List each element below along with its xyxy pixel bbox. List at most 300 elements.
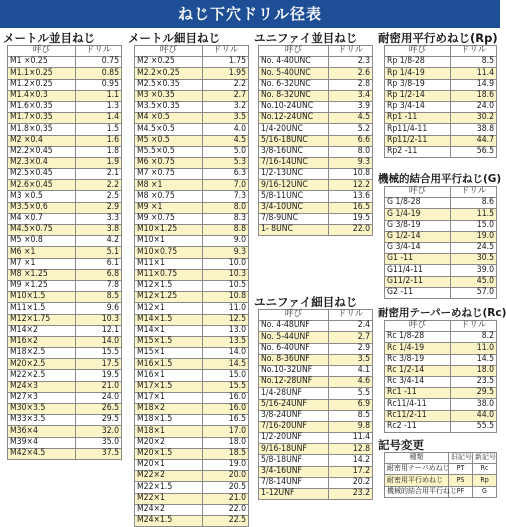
thread-designation: M14×1 bbox=[135, 325, 203, 336]
drill-size: 9.0 bbox=[203, 236, 249, 247]
drill-size: 29.5 bbox=[451, 388, 497, 399]
table-row bbox=[8, 146, 122, 157]
thread-designation: 3/4-10UNC bbox=[259, 202, 329, 213]
drill-size: 20.0 bbox=[203, 471, 249, 482]
drill-size: 8.6 bbox=[451, 198, 497, 209]
thread-designation: M22×1 bbox=[135, 493, 203, 504]
thread-designation: M20×1.5 bbox=[135, 448, 203, 459]
drill-size: 30.5 bbox=[451, 254, 497, 265]
thread-designation: 7/8-9UNC bbox=[259, 213, 329, 224]
table-row bbox=[8, 124, 122, 135]
drill-size: 3.8 bbox=[76, 225, 122, 236]
drill-size: 11.0 bbox=[203, 303, 249, 314]
table-row bbox=[135, 101, 249, 112]
drill-size: 14.5 bbox=[451, 354, 497, 365]
drill-size: 2.2 bbox=[203, 79, 249, 90]
thread-designation: M17×1.5 bbox=[135, 381, 203, 392]
thread-designation: No. 6-40UNF bbox=[259, 343, 329, 354]
thread-designation: M15×1 bbox=[135, 348, 203, 359]
drill-size: 2.2 bbox=[76, 180, 122, 191]
table-row bbox=[259, 79, 373, 90]
table-row bbox=[135, 157, 249, 168]
metric-coarse-section bbox=[3, 31, 121, 460]
thread-designation: M1.4×0.3 bbox=[8, 90, 76, 101]
table-row bbox=[385, 265, 497, 276]
thread-designation: No. 4-48UNF bbox=[259, 321, 329, 332]
table-row bbox=[135, 90, 249, 101]
table-row bbox=[259, 225, 373, 236]
table-row bbox=[385, 486, 497, 497]
drill-size: 19.0 bbox=[451, 231, 497, 242]
table-row bbox=[385, 475, 497, 486]
drill-size: 2.8 bbox=[329, 79, 373, 90]
thread-designation: M7 ×0.75 bbox=[135, 169, 203, 180]
table-row bbox=[259, 169, 373, 180]
thread-designation: M3.5×0.35 bbox=[135, 101, 203, 112]
table-row bbox=[135, 482, 249, 493]
drill-size: 16.0 bbox=[203, 392, 249, 403]
drill-size: 32.0 bbox=[76, 426, 122, 437]
drill-size: 10.8 bbox=[329, 169, 373, 180]
drill-size: 2.1 bbox=[76, 169, 122, 180]
table-row bbox=[135, 57, 249, 68]
drill-size: 12.2 bbox=[329, 180, 373, 191]
drill-size: 1.3 bbox=[76, 101, 122, 112]
thread-designation: M6 ×0.75 bbox=[135, 157, 203, 168]
table-row bbox=[385, 220, 497, 231]
drill-size: 2.9 bbox=[76, 202, 122, 213]
thread-designation: M39×4 bbox=[8, 437, 76, 448]
drill-size: 12.5 bbox=[203, 314, 249, 325]
drill-size: 3.4 bbox=[329, 90, 373, 101]
table-row bbox=[385, 79, 497, 90]
col-yobi: 呼び bbox=[259, 310, 329, 321]
drill-size: 55.5 bbox=[451, 421, 497, 432]
table-row bbox=[135, 459, 249, 470]
thread-designation: M2.2×0.45 bbox=[8, 146, 76, 157]
table-row bbox=[8, 213, 122, 224]
thread-designation: M10×1.5 bbox=[8, 292, 76, 303]
table-row bbox=[385, 146, 497, 157]
table-row bbox=[385, 124, 497, 135]
table-row bbox=[385, 421, 497, 432]
drill-size: 10.3 bbox=[203, 269, 249, 280]
drill-size: 1.5 bbox=[76, 124, 122, 135]
col-old: 旧記号 bbox=[449, 453, 473, 464]
thread-designation: M9 ×0.75 bbox=[135, 213, 203, 224]
table-row bbox=[8, 359, 122, 370]
drill-size: 6.3 bbox=[203, 169, 249, 180]
table-row bbox=[135, 124, 249, 135]
drill-size: 8.3 bbox=[203, 213, 249, 224]
thread-designation: Rp 3/4-14 bbox=[385, 101, 451, 112]
symbol-cell: PS bbox=[449, 475, 473, 486]
thread-designation: M20×2.5 bbox=[8, 359, 76, 370]
thread-designation: M4 ×0.5 bbox=[135, 113, 203, 124]
metric-fine-table bbox=[134, 45, 249, 527]
drill-size: 15.0 bbox=[203, 370, 249, 381]
rc-section bbox=[378, 306, 506, 433]
drill-size: 16.5 bbox=[329, 202, 373, 213]
drill-size: 6.1 bbox=[76, 258, 122, 269]
thread-designation: Rc1 -11 bbox=[385, 388, 451, 399]
thread-designation: 5/16-18UNC bbox=[259, 135, 329, 146]
drill-size: 2.4 bbox=[329, 321, 373, 332]
table-row bbox=[259, 444, 373, 455]
table-row bbox=[259, 202, 373, 213]
drill-size: 11.0 bbox=[451, 343, 497, 354]
table-row bbox=[8, 381, 122, 392]
g-table bbox=[384, 186, 497, 299]
drill-size: 26.5 bbox=[76, 404, 122, 415]
table-row bbox=[385, 399, 497, 410]
col-yobi: 呼び bbox=[385, 187, 451, 198]
unified-fine-table bbox=[258, 309, 373, 500]
table-row bbox=[135, 68, 249, 79]
rp-title: 耐密用平行めねじ(Rp) bbox=[378, 31, 498, 45]
thread-designation: M18×2.5 bbox=[8, 348, 76, 359]
table-row bbox=[135, 426, 249, 437]
symbol-cell: PF bbox=[449, 486, 473, 497]
drill-size: 12.8 bbox=[329, 444, 373, 455]
table-row bbox=[8, 191, 122, 202]
thread-designation: 3/8-24UNF bbox=[259, 410, 329, 421]
col-drill: ドリル bbox=[329, 310, 373, 321]
drill-size: 57.0 bbox=[451, 287, 497, 298]
thread-designation: No.10-32UNF bbox=[259, 365, 329, 376]
drill-size: 12.1 bbox=[76, 325, 122, 336]
thread-designation: No. 8-32UNC bbox=[259, 90, 329, 101]
thread-designation: M2.6×0.45 bbox=[8, 180, 76, 191]
table-row bbox=[259, 332, 373, 343]
drill-size: 8.5 bbox=[451, 57, 497, 68]
drill-size: 18.5 bbox=[203, 448, 249, 459]
col-kind: 種類 bbox=[385, 453, 449, 464]
thread-designation: 7/16-14UNC bbox=[259, 157, 329, 168]
drill-size: 30.2 bbox=[451, 113, 497, 124]
drill-size: 1.1 bbox=[76, 90, 122, 101]
drill-size: 24.0 bbox=[76, 392, 122, 403]
drill-size: 1.75 bbox=[203, 57, 249, 68]
table-row bbox=[135, 448, 249, 459]
table-row bbox=[135, 135, 249, 146]
drill-size: 2.7 bbox=[329, 332, 373, 343]
thread-designation: M5.5×0.5 bbox=[135, 146, 203, 157]
thread-designation: G2 -11 bbox=[385, 287, 451, 298]
table-row bbox=[135, 471, 249, 482]
symbol-change-title: 記号変更 bbox=[378, 438, 424, 452]
table-row bbox=[135, 370, 249, 381]
col-drill: ドリル bbox=[329, 46, 373, 57]
table-row bbox=[8, 90, 122, 101]
thread-designation: 耐密用テーパめねじ bbox=[385, 464, 449, 475]
table-row bbox=[135, 504, 249, 515]
drill-size: 8.2 bbox=[451, 332, 497, 343]
thread-designation: M1.7×0.35 bbox=[8, 113, 76, 124]
drill-size: 4.6 bbox=[329, 377, 373, 388]
table-row bbox=[385, 57, 497, 68]
drill-size: 38.8 bbox=[451, 124, 497, 135]
drill-size: 35.0 bbox=[76, 437, 122, 448]
table-row bbox=[259, 489, 373, 500]
thread-designation: M36×4 bbox=[8, 426, 76, 437]
thread-designation: Rp 1/4-19 bbox=[385, 68, 451, 79]
thread-designation: 9/16-18UNF bbox=[259, 444, 329, 455]
thread-designation: Rc 1/4-19 bbox=[385, 343, 451, 354]
thread-designation: G 1/4-19 bbox=[385, 209, 451, 220]
table-row bbox=[259, 191, 373, 202]
drill-size: 0.85 bbox=[76, 68, 122, 79]
drill-size: 4.2 bbox=[76, 236, 122, 247]
table-row bbox=[8, 113, 122, 124]
drill-size: 18.0 bbox=[203, 437, 249, 448]
thread-designation: 1-12UNF bbox=[259, 489, 329, 500]
thread-designation: G 1/8-28 bbox=[385, 198, 451, 209]
drill-size: 13.5 bbox=[203, 336, 249, 347]
thread-designation: M11×1.5 bbox=[8, 303, 76, 314]
drill-size: 24.5 bbox=[451, 242, 497, 253]
drill-size: 23.5 bbox=[451, 376, 497, 387]
table-row bbox=[8, 314, 122, 325]
drill-size: 1.95 bbox=[203, 68, 249, 79]
thread-designation: G 1/2-14 bbox=[385, 231, 451, 242]
thread-designation: No. 8-36UNF bbox=[259, 354, 329, 365]
table-row bbox=[135, 146, 249, 157]
table-row bbox=[8, 135, 122, 146]
thread-designation: 1/2-13UNC bbox=[259, 169, 329, 180]
table-row bbox=[259, 421, 373, 432]
table-row bbox=[135, 191, 249, 202]
table-row bbox=[135, 280, 249, 291]
g-section bbox=[378, 172, 500, 299]
table-row bbox=[135, 303, 249, 314]
table-row bbox=[135, 269, 249, 280]
thread-designation: M4 ×0.7 bbox=[8, 213, 76, 224]
thread-designation: M5 ×0.5 bbox=[135, 135, 203, 146]
table-row bbox=[259, 377, 373, 388]
thread-designation: G 3/8-19 bbox=[385, 220, 451, 231]
thread-designation: G11/2-11 bbox=[385, 276, 451, 287]
drill-size: 39.0 bbox=[451, 265, 497, 276]
drill-size: 4.1 bbox=[329, 365, 373, 376]
drill-size: 17.0 bbox=[203, 426, 249, 437]
table-row bbox=[135, 348, 249, 359]
drill-size: 13.6 bbox=[329, 191, 373, 202]
thread-designation: M17×1 bbox=[135, 392, 203, 403]
drill-size: 10.3 bbox=[76, 314, 122, 325]
drill-size: 2.9 bbox=[329, 343, 373, 354]
drill-size: 22.5 bbox=[203, 515, 249, 526]
table-row bbox=[135, 381, 249, 392]
drill-size: 7.8 bbox=[76, 280, 122, 291]
drill-size: 16.0 bbox=[203, 404, 249, 415]
drill-size: 2.6 bbox=[329, 68, 373, 79]
table-row bbox=[259, 113, 373, 124]
thread-designation: M20×1 bbox=[135, 459, 203, 470]
drill-size: 3.5 bbox=[203, 113, 249, 124]
table-row bbox=[8, 448, 122, 459]
drill-size: 15.5 bbox=[203, 381, 249, 392]
col-new: 新記号 bbox=[473, 453, 497, 464]
drill-size: 19.0 bbox=[203, 459, 249, 470]
table-row bbox=[135, 202, 249, 213]
unified-fine-title: ユニファイ細目ねじ bbox=[254, 295, 358, 309]
col-drill: ドリル bbox=[76, 46, 122, 57]
thread-designation: 1/2-20UNF bbox=[259, 433, 329, 444]
drill-size: 8.0 bbox=[329, 146, 373, 157]
drill-size: 14.9 bbox=[451, 79, 497, 90]
table-row bbox=[8, 325, 122, 336]
table-row bbox=[135, 236, 249, 247]
drill-size: 6.9 bbox=[329, 399, 373, 410]
drill-size: 16.5 bbox=[203, 415, 249, 426]
drill-size: 17.5 bbox=[76, 359, 122, 370]
table-row bbox=[259, 455, 373, 466]
drill-size: 1.4 bbox=[76, 113, 122, 124]
thread-designation: G1 -11 bbox=[385, 254, 451, 265]
drill-size: 5.0 bbox=[203, 146, 249, 157]
symbol-change-section bbox=[378, 438, 500, 498]
table-row bbox=[8, 280, 122, 291]
thread-designation: M12×1.5 bbox=[135, 280, 203, 291]
thread-designation: 耐密用平行めねじ bbox=[385, 475, 449, 486]
table-row bbox=[8, 392, 122, 403]
drill-size: 37.5 bbox=[76, 448, 122, 459]
table-row bbox=[135, 314, 249, 325]
thread-designation: 7/8-14UNF bbox=[259, 477, 329, 488]
drill-size: 8.5 bbox=[76, 292, 122, 303]
table-row bbox=[385, 254, 497, 265]
symbol-cell: G bbox=[473, 486, 497, 497]
col-yobi: 呼び bbox=[385, 46, 451, 57]
drill-size: 0.75 bbox=[76, 57, 122, 68]
col-yobi: 呼び bbox=[259, 46, 329, 57]
table-row bbox=[259, 466, 373, 477]
thread-designation: Rc 3/4-14 bbox=[385, 376, 451, 387]
drill-size: 6.6 bbox=[329, 135, 373, 146]
thread-designation: Rc11/4-11 bbox=[385, 399, 451, 410]
thread-designation: No. 5-40UNC bbox=[259, 68, 329, 79]
table-row bbox=[259, 213, 373, 224]
drill-size: 2.5 bbox=[76, 191, 122, 202]
thread-designation: Rp 3/8-19 bbox=[385, 79, 451, 90]
thread-designation: M16×1 bbox=[135, 370, 203, 381]
col-drill: ドリル bbox=[203, 46, 249, 57]
drill-size: 18.6 bbox=[451, 90, 497, 101]
drill-size: 3.5 bbox=[329, 354, 373, 365]
drill-size: 5.1 bbox=[76, 247, 122, 258]
table-row bbox=[385, 365, 497, 376]
table-row bbox=[259, 124, 373, 135]
thread-designation: No. 5-44UNF bbox=[259, 332, 329, 343]
table-row bbox=[385, 231, 497, 242]
thread-designation: M10×1.25 bbox=[135, 225, 203, 236]
thread-designation: M1.2×0.25 bbox=[8, 79, 76, 90]
thread-designation: M8 ×0.75 bbox=[135, 191, 203, 202]
table-row bbox=[385, 209, 497, 220]
thread-designation: Rc2 -11 bbox=[385, 421, 451, 432]
table-row bbox=[385, 68, 497, 79]
table-row bbox=[135, 225, 249, 236]
drill-size: 19.5 bbox=[329, 213, 373, 224]
thread-designation: M18×1 bbox=[135, 426, 203, 437]
table-row bbox=[8, 404, 122, 415]
drill-size: 44.0 bbox=[451, 410, 497, 421]
table-row bbox=[135, 359, 249, 370]
table-row bbox=[8, 258, 122, 269]
thread-designation: M4.5×0.5 bbox=[135, 124, 203, 135]
col-drill: ドリル bbox=[451, 46, 497, 57]
drill-size: 3.2 bbox=[203, 101, 249, 112]
drill-size: 23.2 bbox=[329, 489, 373, 500]
drill-size: 11.5 bbox=[451, 209, 497, 220]
drill-size: 8.8 bbox=[203, 225, 249, 236]
table-row bbox=[259, 57, 373, 68]
metric-coarse-table bbox=[7, 45, 122, 460]
thread-designation: 3/4-16UNF bbox=[259, 466, 329, 477]
drill-size: 56.5 bbox=[451, 146, 497, 157]
table-row bbox=[135, 169, 249, 180]
drill-size: 10.8 bbox=[203, 292, 249, 303]
metric-fine-title: メートル細目ねじ bbox=[128, 31, 220, 45]
thread-designation: M1 ×0.25 bbox=[8, 57, 76, 68]
thread-designation: 5/8-11UNC bbox=[259, 191, 329, 202]
symbol-cell: Rc bbox=[473, 464, 497, 475]
table-row bbox=[135, 247, 249, 258]
table-row bbox=[8, 101, 122, 112]
table-row bbox=[8, 236, 122, 247]
drill-size: 44.7 bbox=[451, 135, 497, 146]
table-row bbox=[8, 437, 122, 448]
drill-size: 13.0 bbox=[203, 325, 249, 336]
symbol-cell: Rp bbox=[473, 475, 497, 486]
table-row bbox=[385, 242, 497, 253]
thread-designation: G11/4-11 bbox=[385, 265, 451, 276]
thread-designation: M22×2 bbox=[135, 471, 203, 482]
thread-designation: No.12-28UNF bbox=[259, 377, 329, 388]
table-row bbox=[8, 57, 122, 68]
rc-title: 耐密用テーパーめねじ(Rc) bbox=[378, 307, 506, 319]
thread-designation: Rp11/4-11 bbox=[385, 124, 451, 135]
drill-size: 1.6 bbox=[76, 135, 122, 146]
table-row bbox=[259, 157, 373, 168]
thread-designation: No. 6-32UNC bbox=[259, 79, 329, 90]
table-row bbox=[8, 225, 122, 236]
thread-designation: Rp 1/8-28 bbox=[385, 57, 451, 68]
drill-size: 17.2 bbox=[329, 466, 373, 477]
rp-section bbox=[378, 31, 498, 158]
drill-size: 1.8 bbox=[76, 146, 122, 157]
thread-designation: M2.3×0.4 bbox=[8, 157, 76, 168]
drill-size: 14.0 bbox=[76, 336, 122, 347]
thread-designation: M16×1.5 bbox=[135, 359, 203, 370]
thread-designation: 1/4-20UNC bbox=[259, 124, 329, 135]
table-row bbox=[385, 332, 497, 343]
drill-size: 9.3 bbox=[203, 247, 249, 258]
thread-designation: M2.5×0.45 bbox=[8, 169, 76, 180]
col-drill: ドリル bbox=[451, 187, 497, 198]
table-row bbox=[385, 276, 497, 287]
drill-size: 3.9 bbox=[329, 101, 373, 112]
thread-designation: M12×1 bbox=[135, 303, 203, 314]
table-row bbox=[385, 388, 497, 399]
unified-coarse-table bbox=[258, 45, 373, 236]
table-row bbox=[135, 79, 249, 90]
table-row bbox=[8, 269, 122, 280]
thread-designation: M1.6×0.35 bbox=[8, 101, 76, 112]
table-row bbox=[135, 437, 249, 448]
drill-size: 20.5 bbox=[203, 482, 249, 493]
